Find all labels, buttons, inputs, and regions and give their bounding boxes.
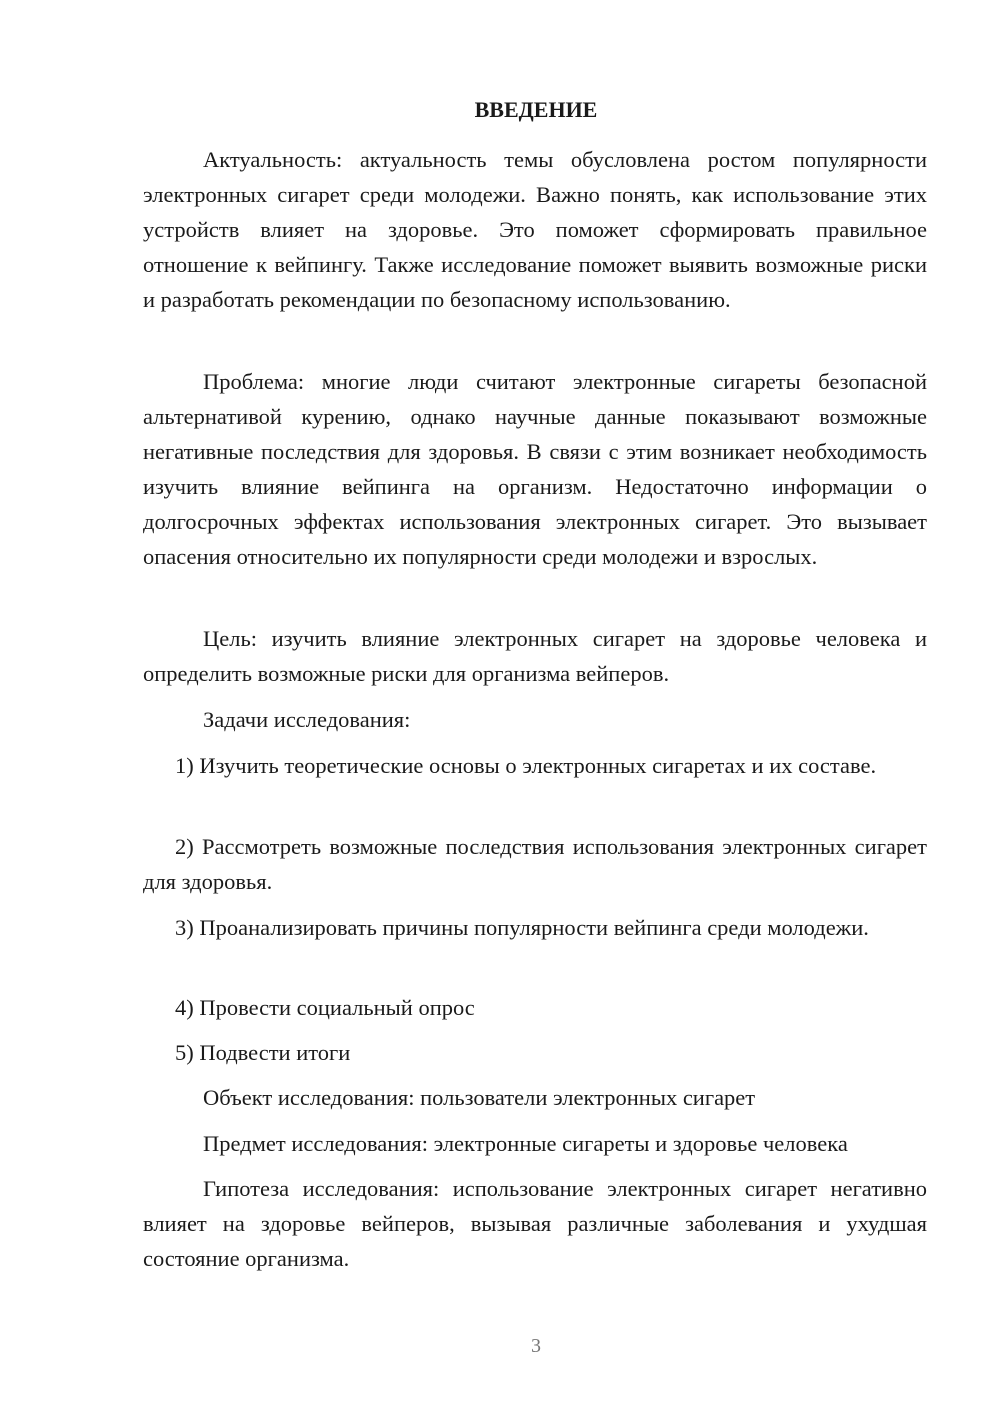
task-item-1: 1) Изучить теоретические основы о электронных сигаретах и их составе.: [175, 753, 877, 778]
page-number: 3: [531, 1335, 541, 1357]
subject-paragraph: Предмет исследования: электронные сигареты и здоровье человека: [203, 1131, 848, 1156]
relevance-paragraph: Актуальность: актуальность темы обусловлена ростом популярности электронных сигарет среди молодежи. Важно понять, как использование этих устройств влияет на здоровье. Это поможет сформировать правильное отношение к вейпингу. Также исследование поможет выявить возможные риски и разработать рекомендации по безопасному использованию.: [143, 147, 927, 312]
section-heading: ВВЕДЕНИЕ: [474, 97, 598, 122]
tasks-title: Задачи исследования:: [203, 707, 411, 732]
hypothesis-paragraph: Гипотеза исследования: использование электронных сигарет негативно влияет на здоровье вейперов, вызывая различные заболевания и ухудшая состояние организма.: [143, 1176, 927, 1271]
task-item-4: 4) Провести социальный опрос: [175, 995, 475, 1020]
task-item-5: 5) Подвести итоги: [175, 1040, 351, 1065]
task-item-2: 2) Рассмотреть возможные последствия использования электронных сигарет для здоровья.: [143, 834, 927, 894]
goal-paragraph: Цель: изучить влияние электронных сигарет на здоровье человека и определить возможные риски для организма вейперов.: [143, 626, 927, 686]
problem-paragraph: Проблема: многие люди считают электронные сигареты безопасной альтернативой курению, однако научные данные показывают возможные негативные последствия для здоровья. В связи с этим возникает необходимость изучить влияние вейпинга на организм. Недостаточно информации о долгосрочных эффектах использования электронных сигарет. Это вызывает опасения относительно их популярности среди молодежи и взрослых.: [143, 369, 927, 569]
task-item-3: 3) Проанализировать причины популярности вейпинга среди молодежи.: [175, 915, 869, 940]
object-paragraph: Объект исследования: пользователи электронных сигарет: [203, 1085, 756, 1110]
